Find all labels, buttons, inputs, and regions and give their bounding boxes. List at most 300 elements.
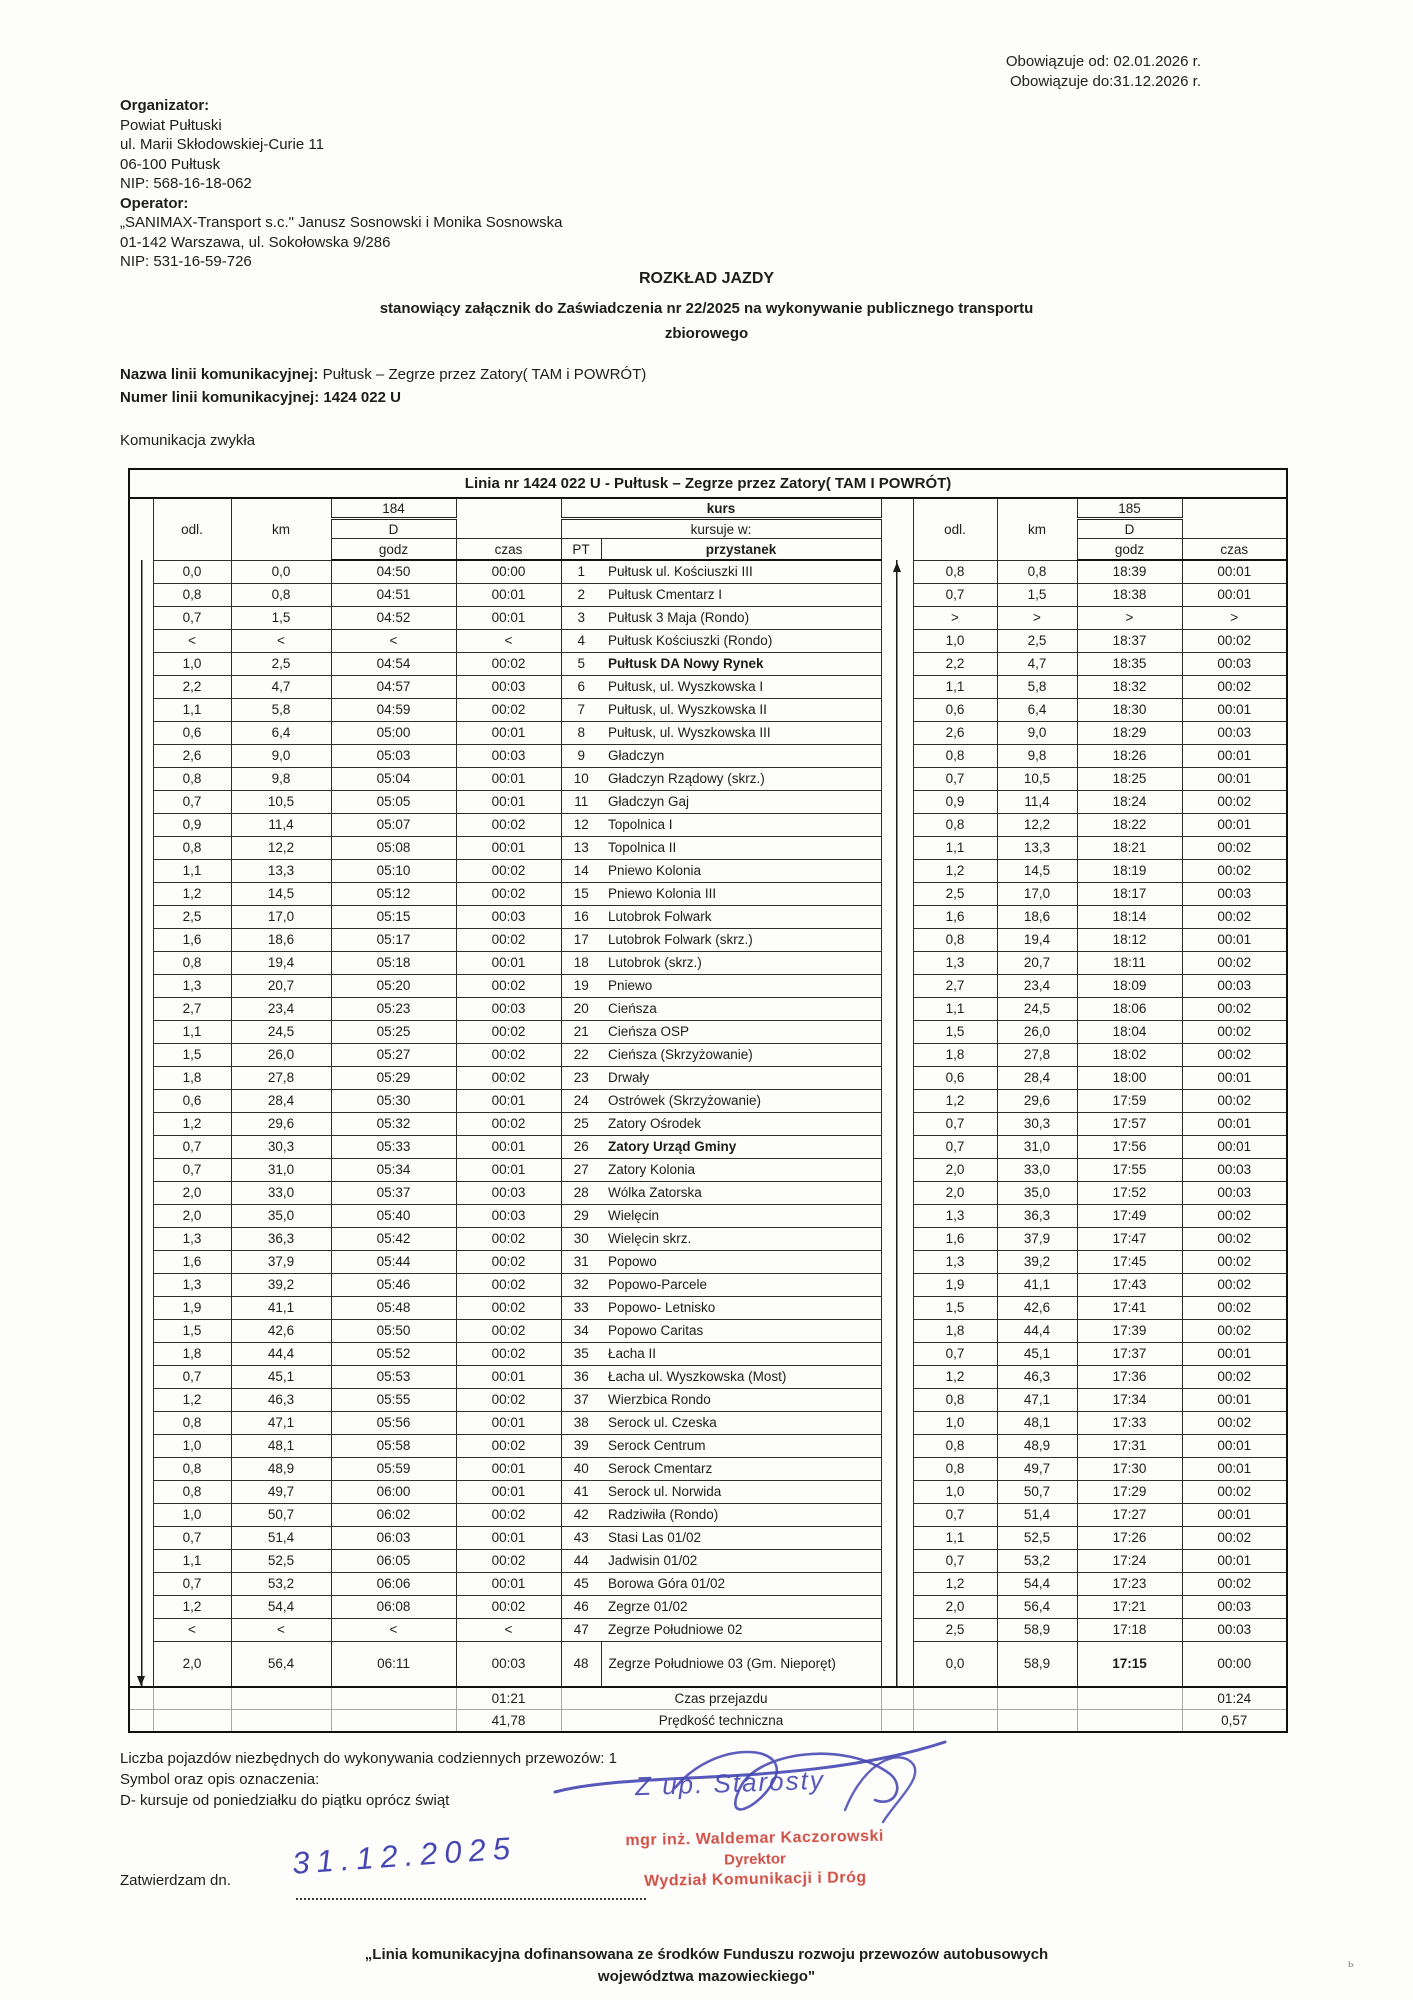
cell-godz-ret: 17:55	[1077, 1158, 1182, 1181]
return-arrow-track	[881, 1365, 913, 1388]
cell-stop-number: 16	[561, 905, 601, 928]
cell-godz-ret: 17:15	[1077, 1641, 1182, 1687]
cell-czas-ret: 00:01	[1182, 1066, 1287, 1089]
cell-stop-number: 13	[561, 836, 601, 859]
cell-stop-number: 34	[561, 1319, 601, 1342]
return-arrow-track	[881, 1204, 913, 1227]
cell-godz-out: 04:52	[331, 606, 456, 629]
signature-and-stamp-area	[545, 1730, 965, 1910]
cell-czas-out: 00:02	[456, 974, 561, 997]
cell-stop-number: 38	[561, 1411, 601, 1434]
cell-godz-out: 05:03	[331, 744, 456, 767]
cell-czas-out: 00:02	[456, 1227, 561, 1250]
return-arrow-track	[881, 1112, 913, 1135]
funding-note-line2: województwa mazowieckiego"	[597, 1968, 816, 1985]
cell-czas-out: 00:02	[456, 1250, 561, 1273]
cell-km-out: 30,3	[231, 1135, 331, 1158]
header-day-symbol-ret: D	[1077, 519, 1182, 539]
cell-stop-name: Łacha II	[601, 1342, 881, 1365]
return-arrow-track	[881, 836, 913, 859]
outbound-arrow-track	[129, 882, 153, 905]
header-blank-czas-out	[456, 498, 561, 539]
cell-odl-ret: 1,6	[913, 905, 997, 928]
cell-godz-out: 05:04	[331, 767, 456, 790]
header-odl-ret: odl.	[913, 498, 997, 560]
cell-odl-out: 0,7	[153, 606, 231, 629]
summary-spacer	[1077, 1687, 1182, 1710]
timetable-body	[129, 560, 1287, 1687]
return-arrow-track	[881, 1227, 913, 1250]
outbound-direction-down-arrow-icon	[137, 1676, 145, 1686]
cell-godz-out: 05:23	[331, 997, 456, 1020]
cell-stop-number: 43	[561, 1526, 601, 1549]
cell-stop-number: 5	[561, 652, 601, 675]
cell-odl-out: 2,5	[153, 905, 231, 928]
outbound-arrow-track	[129, 1618, 153, 1641]
cell-odl-ret: 0,7	[913, 1549, 997, 1572]
return-arrow-track	[881, 583, 913, 606]
cell-stop-name: Popowo Caritas	[601, 1319, 881, 1342]
table-row	[129, 1043, 1287, 1066]
cell-czas-ret: 00:03	[1182, 721, 1287, 744]
summary-spacer	[129, 1710, 153, 1733]
summary-spacer	[881, 1687, 913, 1710]
cell-czas-ret: 00:03	[1182, 1595, 1287, 1618]
cell-godz-out: 06:11	[331, 1641, 456, 1687]
summary-speed-out: 41,78	[456, 1710, 561, 1733]
cell-godz-out: 05:56	[331, 1411, 456, 1434]
cell-km-out: 24,5	[231, 1020, 331, 1043]
cell-km-out: 46,3	[231, 1388, 331, 1411]
cell-godz-ret: 17:37	[1077, 1342, 1182, 1365]
cell-km-out: 4,7	[231, 675, 331, 698]
direction-ret-column-header	[881, 498, 913, 560]
cell-czas-ret: 00:01	[1182, 744, 1287, 767]
cell-czas-out: 00:02	[456, 1020, 561, 1043]
cell-czas-ret: 00:02	[1182, 997, 1287, 1020]
cell-godz-ret: 17:23	[1077, 1572, 1182, 1595]
cell-km-out: 42,6	[231, 1319, 331, 1342]
line-number-label: Numer linii komunikacyjnej:	[120, 389, 320, 406]
return-arrow-track	[881, 1480, 913, 1503]
outbound-arrow-track	[129, 721, 153, 744]
header-pt: PT	[561, 539, 601, 561]
cell-godz-out: 06:02	[331, 1503, 456, 1526]
table-row	[129, 652, 1287, 675]
table-row	[129, 1227, 1287, 1250]
cell-stop-number: 12	[561, 813, 601, 836]
cell-odl-ret: 0,7	[913, 1112, 997, 1135]
table-row	[129, 836, 1287, 859]
cell-odl-out: 2,6	[153, 744, 231, 767]
cell-odl-out: 1,1	[153, 1020, 231, 1043]
cell-km-ret: 47,1	[997, 1388, 1077, 1411]
cell-czas-ret: 00:02	[1182, 675, 1287, 698]
cell-czas-out: 00:03	[456, 905, 561, 928]
cell-odl-out: 0,7	[153, 1365, 231, 1388]
outbound-arrow-track	[129, 1595, 153, 1618]
cell-km-ret: 12,2	[997, 813, 1077, 836]
cell-stop-name: Lutobrok Folwark	[601, 905, 881, 928]
cell-km-out: 48,1	[231, 1434, 331, 1457]
cell-godz-ret: 18:11	[1077, 951, 1182, 974]
cell-odl-out: 1,5	[153, 1043, 231, 1066]
cell-stop-name: Pułtusk Kościuszki (Rondo)	[601, 629, 881, 652]
cell-stop-name: Stasi Las 01/02	[601, 1526, 881, 1549]
cell-km-ret: 58,9	[997, 1641, 1077, 1687]
cell-km-ret: 45,1	[997, 1342, 1077, 1365]
cell-stop-number: 30	[561, 1227, 601, 1250]
cell-odl-ret: >	[913, 606, 997, 629]
cell-km-out: 14,5	[231, 882, 331, 905]
outbound-arrow-track	[129, 813, 153, 836]
outbound-arrow-track	[129, 1158, 153, 1181]
cell-godz-out: 06:08	[331, 1595, 456, 1618]
cell-km-ret: 18,6	[997, 905, 1077, 928]
return-arrow-track	[881, 928, 913, 951]
cell-stop-number: 42	[561, 1503, 601, 1526]
cell-odl-ret: 1,0	[913, 629, 997, 652]
return-arrow-track	[881, 1411, 913, 1434]
cell-czas-ret: 00:01	[1182, 583, 1287, 606]
summary-travel-time-label: Czas przejazdu	[561, 1687, 881, 1710]
cell-odl-ret: 1,5	[913, 1020, 997, 1043]
cell-km-ret: 46,3	[997, 1365, 1077, 1388]
symbols-label: Symbol oraz opis oznaczenia:	[120, 1771, 320, 1788]
summary-spacer	[153, 1710, 231, 1733]
return-arrow-track	[881, 1296, 913, 1319]
cell-stop-number: 19	[561, 974, 601, 997]
cell-czas-ret: 00:01	[1182, 1342, 1287, 1365]
cell-godz-out: 05:34	[331, 1158, 456, 1181]
table-row	[129, 1618, 1287, 1641]
cell-godz-out: 05:50	[331, 1319, 456, 1342]
scan-noise-mark: ь	[1348, 1958, 1354, 1970]
cell-odl-ret: 1,2	[913, 1572, 997, 1595]
cell-odl-out: 1,2	[153, 1112, 231, 1135]
summary-spacer	[997, 1687, 1077, 1710]
line-name-row	[120, 366, 646, 383]
cell-czas-ret: 00:03	[1182, 1158, 1287, 1181]
cell-czas-out: 00:03	[456, 997, 561, 1020]
cell-czas-out: 00:02	[456, 1319, 561, 1342]
line-name-value: Pułtusk – Zegrze przez Zatory( TAM i POWRÓT)	[322, 366, 647, 383]
cell-km-ret: 35,0	[997, 1181, 1077, 1204]
cell-czas-ret: 00:02	[1182, 859, 1287, 882]
organizer-operator-block	[120, 96, 562, 272]
return-arrow-track	[881, 790, 913, 813]
cell-km-ret: 17,0	[997, 882, 1077, 905]
outbound-arrow-track	[129, 1411, 153, 1434]
cell-czas-out: 00:02	[456, 882, 561, 905]
cell-km-ret: 5,8	[997, 675, 1077, 698]
summary-spacer	[331, 1710, 456, 1733]
timetable-summary	[129, 1687, 1287, 1732]
cell-godz-out: 05:00	[331, 721, 456, 744]
cell-odl-ret: 1,6	[913, 1227, 997, 1250]
cell-km-out: 50,7	[231, 1503, 331, 1526]
cell-odl-ret: 1,3	[913, 1204, 997, 1227]
cell-km-out: 26,0	[231, 1043, 331, 1066]
cell-odl-ret: 1,8	[913, 1319, 997, 1342]
cell-stop-number: 33	[561, 1296, 601, 1319]
outbound-arrow-track	[129, 583, 153, 606]
cell-km-ret: 52,5	[997, 1526, 1077, 1549]
outbound-arrow-track	[129, 1434, 153, 1457]
cell-km-ret: 26,0	[997, 1020, 1077, 1043]
outbound-arrow-track	[129, 1181, 153, 1204]
cell-stop-number: 41	[561, 1480, 601, 1503]
cell-czas-out: <	[456, 629, 561, 652]
cell-odl-ret: 2,7	[913, 974, 997, 997]
table-row	[129, 744, 1287, 767]
cell-km-ret: 4,7	[997, 652, 1077, 675]
timetable-header	[129, 469, 1287, 560]
header-km-out: km	[231, 498, 331, 560]
cell-odl-out: 0,8	[153, 951, 231, 974]
cell-czas-ret: 00:02	[1182, 836, 1287, 859]
cell-stop-name: Zatory Kolonia	[601, 1158, 881, 1181]
cell-odl-out: 1,0	[153, 1503, 231, 1526]
cell-stop-name: Drwały	[601, 1066, 881, 1089]
cell-godz-out: 04:59	[331, 698, 456, 721]
operator-name: „SANIMAX-Transport s.c." Janusz Sosnowski i Monika Sosnowska	[120, 214, 563, 231]
cell-godz-out: 04:54	[331, 652, 456, 675]
cell-km-out: 53,2	[231, 1572, 331, 1595]
cell-km-out: <	[231, 629, 331, 652]
cell-godz-out: 05:42	[331, 1227, 456, 1250]
cell-czas-out: 00:01	[456, 721, 561, 744]
cell-czas-ret: 00:02	[1182, 629, 1287, 652]
cell-km-ret: 54,4	[997, 1572, 1077, 1595]
summary-spacer	[997, 1710, 1077, 1733]
cell-godz-ret: 17:30	[1077, 1457, 1182, 1480]
cell-godz-ret: 18:21	[1077, 836, 1182, 859]
return-arrow-track	[881, 1181, 913, 1204]
outbound-arrow-track	[129, 1503, 153, 1526]
cell-czas-out: 00:01	[456, 1480, 561, 1503]
cell-stop-number: 7	[561, 698, 601, 721]
cell-odl-ret: 1,2	[913, 1365, 997, 1388]
cell-odl-out: 1,2	[153, 1388, 231, 1411]
cell-godz-ret: 17:56	[1077, 1135, 1182, 1158]
cell-km-ret: 51,4	[997, 1503, 1077, 1526]
cell-czas-out: 00:01	[456, 1457, 561, 1480]
summary-spacer	[913, 1710, 997, 1733]
return-arrow-track	[881, 882, 913, 905]
summary-spacer	[231, 1710, 331, 1733]
cell-km-out: 6,4	[231, 721, 331, 744]
cell-stop-name: Gładczyn Gaj	[601, 790, 881, 813]
cell-odl-out: <	[153, 1618, 231, 1641]
cell-km-out: 35,0	[231, 1204, 331, 1227]
table-title: Linia nr 1424 022 U - Pułtusk – Zegrze przez Zatory( TAM I POWRÓT)	[129, 469, 1287, 498]
cell-stop-number: 15	[561, 882, 601, 905]
organizer-nip: NIP: 568-16-18-062	[120, 175, 252, 192]
cell-odl-out: 2,0	[153, 1181, 231, 1204]
cell-stop-number: 3	[561, 606, 601, 629]
handwritten-approval-date: 31.12.2025	[291, 1830, 519, 1881]
cell-odl-ret: 2,5	[913, 882, 997, 905]
cell-odl-ret: 0,6	[913, 698, 997, 721]
cell-godz-ret: 18:00	[1077, 1066, 1182, 1089]
cell-czas-ret: 00:03	[1182, 974, 1287, 997]
cell-czas-ret: 00:00	[1182, 1641, 1287, 1687]
cell-odl-ret: 0,7	[913, 767, 997, 790]
return-arrow-track	[881, 629, 913, 652]
cell-godz-ret: 18:38	[1077, 583, 1182, 606]
cell-odl-ret: 0,8	[913, 560, 997, 583]
return-arrow-track	[881, 675, 913, 698]
return-arrow-track	[881, 1572, 913, 1595]
summary-spacer	[231, 1687, 331, 1710]
return-arrow-track	[881, 1089, 913, 1112]
table-row	[129, 606, 1287, 629]
header-godz-ret: godz	[1077, 539, 1182, 561]
cell-godz-ret: 18:02	[1077, 1043, 1182, 1066]
cell-odl-out: 2,2	[153, 675, 231, 698]
cell-km-ret: >	[997, 606, 1077, 629]
cell-godz-ret: 18:39	[1077, 560, 1182, 583]
cell-czas-out: 00:02	[456, 1043, 561, 1066]
cell-km-out: 10,5	[231, 790, 331, 813]
cell-odl-ret: 1,0	[913, 1411, 997, 1434]
cell-km-out: 17,0	[231, 905, 331, 928]
summary-speed-label: Prędkość techniczna	[561, 1710, 881, 1733]
cell-stop-number: 39	[561, 1434, 601, 1457]
cell-czas-out: 00:02	[456, 652, 561, 675]
return-arrow-track	[881, 1457, 913, 1480]
cell-stop-name: Cieńsza	[601, 997, 881, 1020]
table-row	[129, 882, 1287, 905]
cell-odl-ret: 2,6	[913, 721, 997, 744]
cell-czas-out: 00:02	[456, 1434, 561, 1457]
cell-czas-ret: 00:02	[1182, 905, 1287, 928]
table-row	[129, 1388, 1287, 1411]
cell-km-ret: 58,9	[997, 1618, 1077, 1641]
cell-godz-out: 05:20	[331, 974, 456, 997]
cell-km-out: 1,5	[231, 606, 331, 629]
cell-stop-number: 24	[561, 1089, 601, 1112]
symbol-d-description: D- kursuje od poniedziałku do piątku oprócz świąt	[120, 1792, 450, 1809]
cell-odl-ret: 1,2	[913, 859, 997, 882]
table-row	[129, 974, 1287, 997]
line-number-row	[120, 389, 401, 406]
cell-godz-out: 05:58	[331, 1434, 456, 1457]
cell-godz-out: 04:50	[331, 560, 456, 583]
timetable-wrapper	[128, 468, 1286, 1733]
cell-czas-out: <	[456, 1618, 561, 1641]
document-subtitle	[0, 296, 1413, 346]
cell-km-out: 18,6	[231, 928, 331, 951]
official-stamp	[565, 1827, 946, 1893]
cell-odl-out: 0,0	[153, 560, 231, 583]
cell-km-ret: 53,2	[997, 1549, 1077, 1572]
cell-czas-ret: 00:01	[1182, 1434, 1287, 1457]
cell-stop-name: Pułtusk, ul. Wyszkowska III	[601, 721, 881, 744]
table-row	[129, 1342, 1287, 1365]
outbound-arrow-track	[129, 1526, 153, 1549]
table-row	[129, 1273, 1287, 1296]
cell-odl-ret: 0,7	[913, 1135, 997, 1158]
cell-godz-ret: 17:34	[1077, 1388, 1182, 1411]
cell-godz-ret: 17:52	[1077, 1181, 1182, 1204]
header-czas-ret: czas	[1182, 539, 1287, 561]
cell-godz-ret: 17:49	[1077, 1204, 1182, 1227]
return-arrow-track	[881, 698, 913, 721]
table-row	[129, 1250, 1287, 1273]
cell-stop-number: 31	[561, 1250, 601, 1273]
cell-km-out: 31,0	[231, 1158, 331, 1181]
cell-czas-ret: 00:03	[1182, 882, 1287, 905]
cell-stop-name: Pułtusk, ul. Wyszkowska I	[601, 675, 881, 698]
cell-odl-ret: 0,8	[913, 928, 997, 951]
outbound-arrow-track	[129, 767, 153, 790]
table-row	[129, 1020, 1287, 1043]
cell-czas-out: 00:01	[456, 1135, 561, 1158]
table-row	[129, 1365, 1287, 1388]
return-arrow-track	[881, 1273, 913, 1296]
cell-odl-out: 1,6	[153, 928, 231, 951]
cell-km-ret: 41,1	[997, 1273, 1077, 1296]
cell-czas-ret: 00:02	[1182, 1411, 1287, 1434]
outbound-arrow-track	[129, 606, 153, 629]
cell-czas-ret: 00:03	[1182, 652, 1287, 675]
summary-spacer	[331, 1687, 456, 1710]
cell-odl-out: 1,1	[153, 859, 231, 882]
outbound-arrow-track	[129, 1457, 153, 1480]
cell-godz-ret: 18:37	[1077, 629, 1182, 652]
cell-stop-number: 17	[561, 928, 601, 951]
return-arrow-track	[881, 1549, 913, 1572]
cell-km-ret: 2,5	[997, 629, 1077, 652]
cell-czas-out: 00:02	[456, 1273, 561, 1296]
header-blank-czas-ret	[1182, 498, 1287, 539]
cell-czas-ret: 00:01	[1182, 767, 1287, 790]
cell-godz-ret: 17:59	[1077, 1089, 1182, 1112]
cell-czas-ret: 00:02	[1182, 790, 1287, 813]
summary-spacer	[913, 1687, 997, 1710]
cell-godz-ret: 18:09	[1077, 974, 1182, 997]
cell-km-out: 19,4	[231, 951, 331, 974]
cell-godz-out: 05:27	[331, 1043, 456, 1066]
return-arrow-track	[881, 1135, 913, 1158]
cell-czas-ret: 00:03	[1182, 1181, 1287, 1204]
cell-czas-out: 00:02	[456, 1388, 561, 1411]
cell-czas-out: 00:02	[456, 859, 561, 882]
header-godz-out: godz	[331, 539, 456, 561]
outbound-arrow-track	[129, 560, 153, 583]
table-row	[129, 905, 1287, 928]
cell-stop-name: Wierzbica Rondo	[601, 1388, 881, 1411]
outbound-arrow-track	[129, 1549, 153, 1572]
outbound-arrow-track	[129, 675, 153, 698]
cell-czas-out: 00:02	[456, 1342, 561, 1365]
table-row	[129, 1066, 1287, 1089]
cell-godz-ret: 18:14	[1077, 905, 1182, 928]
cell-godz-out: 05:52	[331, 1342, 456, 1365]
operator-address: 01-142 Warszawa, ul. Sokołowska 9/286	[120, 233, 391, 251]
cell-czas-out: 00:03	[456, 675, 561, 698]
cell-stop-number: 25	[561, 1112, 601, 1135]
outbound-arrow-track	[129, 1572, 153, 1595]
cell-odl-out: 1,6	[153, 1250, 231, 1273]
cell-godz-out: 06:06	[331, 1572, 456, 1595]
organizer-street: ul. Marii Skłodowskiej-Curie 11	[120, 136, 324, 153]
cell-km-out: 36,3	[231, 1227, 331, 1250]
cell-stop-name: Pniewo Kolonia	[601, 859, 881, 882]
cell-stop-name: Serock ul. Czeska	[601, 1411, 881, 1434]
